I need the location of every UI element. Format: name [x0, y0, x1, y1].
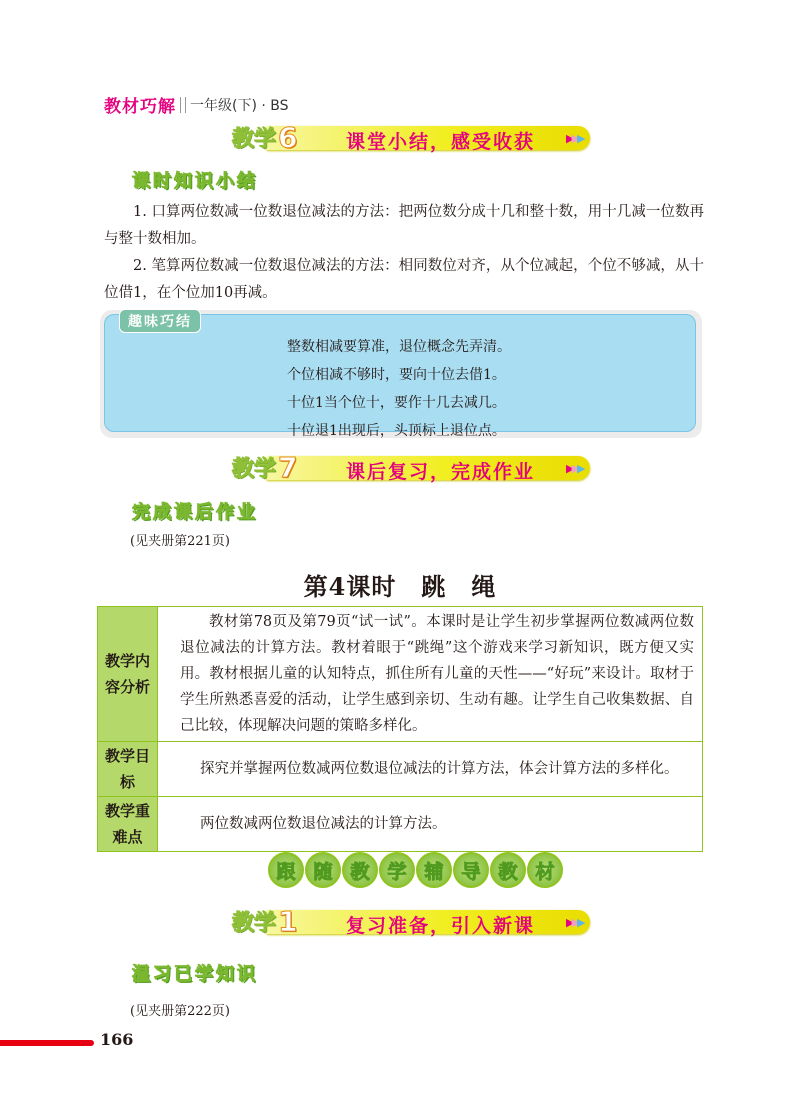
section-1-banner [232, 906, 594, 936]
section-7-banner [232, 452, 594, 482]
banner-tag: 教学 7 [232, 450, 298, 484]
banner-char: 导 [453, 852, 489, 888]
rhyme-line: 十位1当个位十，要作十几去减几。 [287, 395, 506, 411]
homework-note: (见夹册第221页) [130, 534, 230, 549]
row-header: 教学内容分析 [98, 607, 158, 742]
rhyme-line: 个位相减不够时，要向十位去借1。 [287, 367, 506, 383]
banner-tag: 教学 6 [232, 120, 298, 154]
banner-char: 教 [490, 852, 526, 888]
banner-char: 随 [305, 852, 341, 888]
review-heading: 温习已学知识 [132, 964, 258, 985]
banner-tag: 教学 1 [232, 904, 298, 938]
row-content: 两位数减两位数退位减法的计算方法。 [158, 797, 703, 852]
row-content: 教材第78页及第79页“试一试”。本课时是让学生初步掌握两位数减两位数退位减法的计算方法。教材着眼于“跳绳”这个游戏来学习新知识，既方便又实用。教材根据儿童的认知特点，抓住所有儿童的天性——“好玩”来设计。取材于学生所熟悉喜爱的活动，让学生感到亲切、生动有趣。让学生自己收集数据、自己比较，体现解决问题的策略多样化。 [158, 607, 703, 742]
banner-char: 辅 [416, 852, 452, 888]
running-header [104, 92, 289, 117]
banner-char: 跟 [268, 852, 304, 888]
summary-item: 2. 笔算两位数减一位数退位减法的方法：相同数位对齐，从个位减起，个位不够减，从十位借1，在个位加10再减。 [104, 258, 704, 301]
fun-rhyme [287, 333, 511, 445]
banner-char: 教 [342, 852, 378, 888]
table-row [98, 742, 703, 797]
section-6-banner [232, 122, 594, 152]
rhyme-line: 十位退1出现后，头顶标上退位点。 [287, 423, 506, 439]
review-note: (见夹册第222页) [130, 1004, 230, 1019]
row-header: 教学重难点 [98, 797, 158, 852]
lesson-info-table [97, 606, 703, 852]
footer-red-bar [0, 1040, 94, 1046]
lesson-title: 第4课时 跳 绳 [303, 572, 497, 601]
rhyme-line: 整数相减要算准，退位概念先弄清。 [287, 339, 511, 355]
book-brand: 教材巧解 [104, 97, 176, 117]
follow-teaching-banner [268, 852, 564, 888]
row-content: 探究并掌握两位数减两位数退位减法的计算方法，体会计算方法的多样化。 [158, 742, 703, 797]
triple-arrow-icon: ▶▶▶ [566, 916, 583, 929]
header-divider [180, 97, 186, 113]
fun-summary-box [100, 310, 702, 438]
page-number: 166 [100, 1030, 134, 1049]
grade-label: 一年级(下) · BS [190, 97, 289, 114]
section-6-title: 课堂小结，感受收获 [346, 131, 536, 153]
homework-heading: 完成课后作业 [132, 502, 258, 523]
row-header: 教学目标 [98, 742, 158, 797]
table-row [98, 607, 703, 742]
summary-item: 1. 口算两位数减一位数退位减法的方法：把两位数分成十几和整十数，用十几减一位数再与整十数相加。 [104, 204, 704, 247]
banner-char: 学 [379, 852, 415, 888]
section-1-title: 复习准备，引入新课 [346, 915, 536, 937]
summary-text [104, 199, 704, 307]
table-row [98, 797, 703, 852]
triple-arrow-icon: ▶▶▶ [566, 462, 583, 475]
fun-box-label: 趣味巧结 [119, 309, 201, 333]
triple-arrow-icon: ▶▶▶ [566, 132, 583, 145]
banner-char: 材 [527, 852, 563, 888]
fun-box-panel [104, 314, 696, 439]
summary-heading: 课时知识小结 [132, 171, 258, 192]
section-7-title: 课后复习，完成作业 [346, 461, 536, 483]
